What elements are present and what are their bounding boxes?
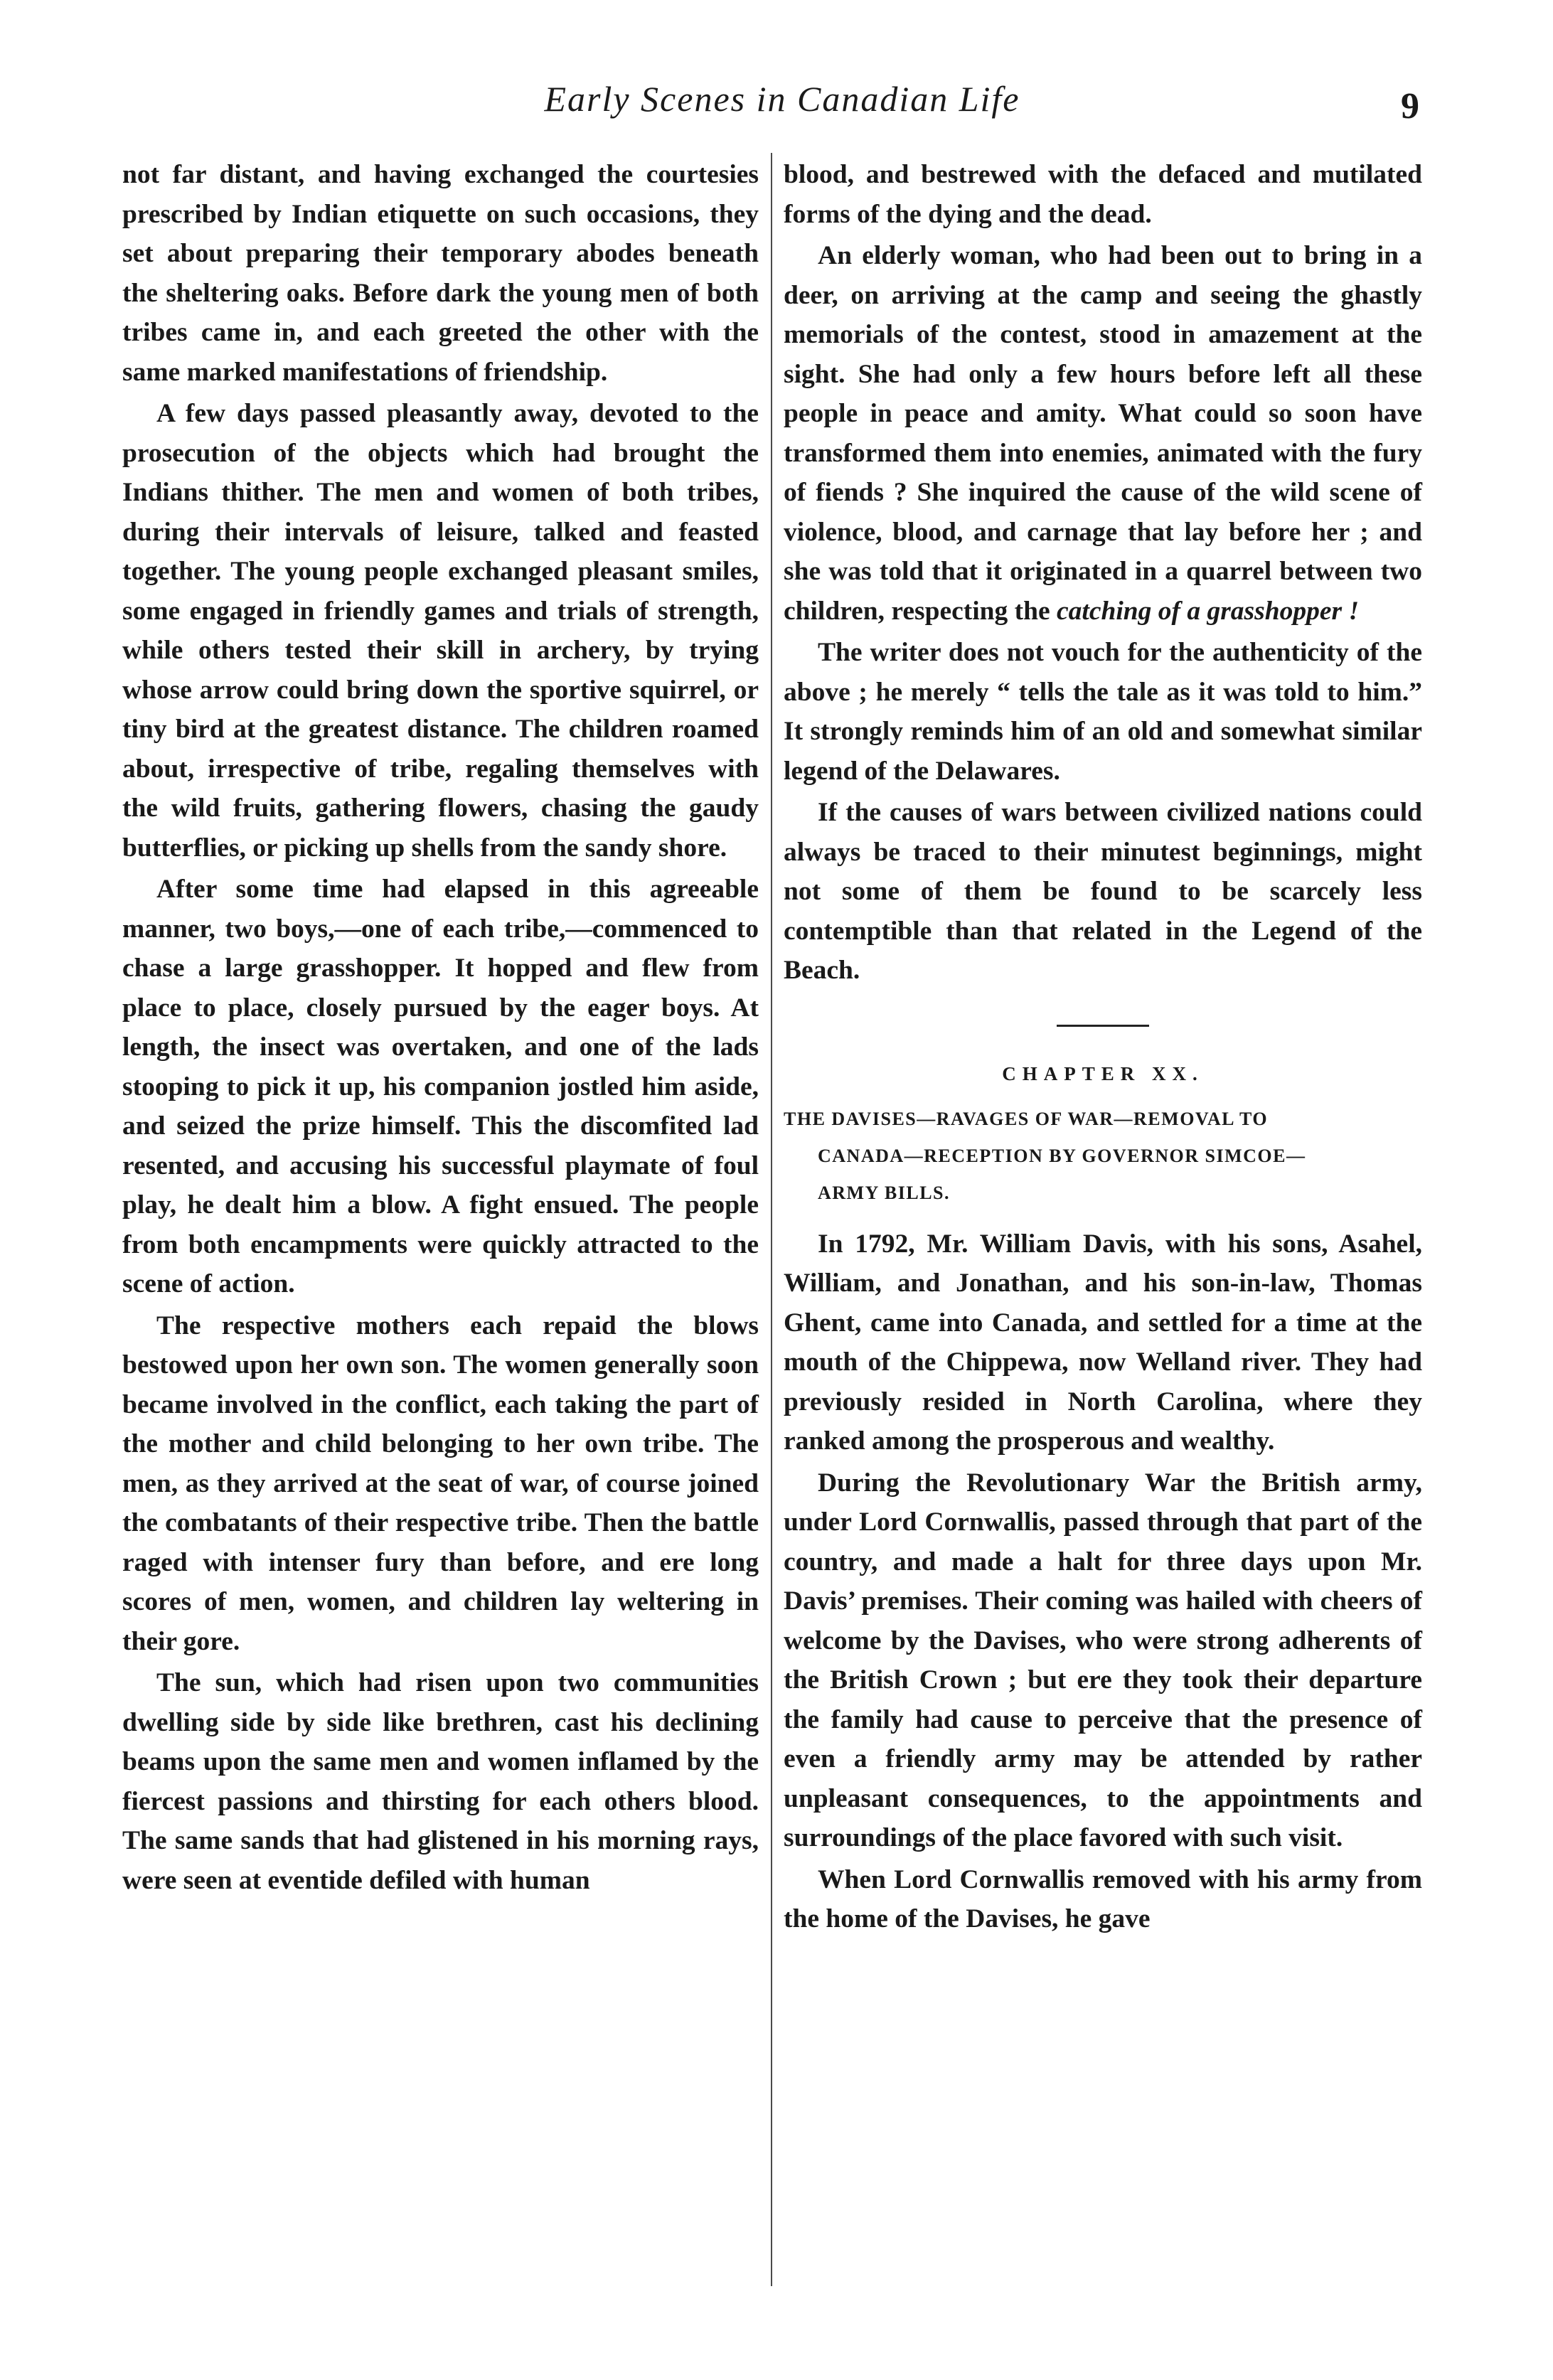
chapter-heading: CHAPTER XX. [1002, 1062, 1204, 1084]
paragraph: blood, and bestrewed with the defaced and mutilated forms of the dying and the dead. [784, 160, 1422, 229]
paragraph: If the causes of wars between civilized nations could always be traced to their minutest beginnings, might not some of them be found to be scarcely less contemptible than that related in the Legend of the Beach. [784, 798, 1422, 985]
chapter-summary-line: CANADA—RECEPTION BY GOVERNOR SIMCOE— [818, 1145, 1306, 1166]
paragraph: After some time had elapsed in this agreeable manner, two boys,—one of each tribe,—commenced to chase a large grasshopper. It hopped and flew from place to place, closely pursued by the eager boys. At length, the insect was overtaken, and one of the lads stooping to pick it up, his companion jostled him aside, and seized the prize himself. This the discomfited lad resented, and accusing his successful playmate of foul play, he dealt him a blow. A fight ensued. The people from both encampments were quickly attracted to the scene of action. [122, 875, 759, 1298]
paragraph: When Lord Cornwallis removed with his army from the home of the Davises, he gave [784, 1864, 1422, 1933]
running-title: Early Scenes in Canadian Life [544, 79, 1020, 119]
column-divider [771, 153, 772, 2286]
paragraph-text: An elderly woman, who had been out to bring in a deer, on arriving at the camp and seeing the ghastly memorials of the contest, stood in amazement at the sight. She had only a few hours before left all these people in peace and amity. What could so soon have transformed them into enemies, animated with the fury of fiends ? She inquired the cause of the wild scene of violence, blood, and carnage that lay before her ; and she was told that it originated in a quarrel between two children, respecting the [784, 241, 1422, 626]
paragraph: During the Revolutionary War the British army, under Lord Cornwallis, passed through that part of the country, and made a halt for three days upon Mr. Davis’ premises. Their coming was hailed with cheers of welcome by the Davises, who were strong adherents of the British Crown ; but ere they took their departure the family had cause to perceive that the presence of even a friendly army may be attended by rather unpleasant consequences, to the appointments and surroundings of the place favored with such visit. [784, 1468, 1422, 1852]
italic-phrase: catching of a grasshopper ! [1057, 596, 1360, 626]
paragraph: The writer does not vouch for the authenticity of the above ; he merely “ tells the tale as it was told to him.” It strongly reminds him of an old and somewhat similar legend of the Delawares. [784, 638, 1422, 786]
page-number: 9 [1401, 86, 1419, 127]
right-column [784, 155, 1422, 1941]
paragraph: The sun, which had risen upon two communities dwelling side by side like brethren, cast his declining beams upon the same men and women inflamed by the fiercest passions and thirsting for each others blood. The same sands that had glistened in his morning rays, were seen at eventide defiled with human [122, 1668, 759, 1895]
chapter-summary [784, 1101, 1422, 1212]
chapter-summary-line: ARMY BILLS. [818, 1182, 951, 1203]
paragraph: The respective mothers each repaid the blows bestowed upon her own son. The women generally soon became involved in the conflict, each taking the part of the mother and child belonging to her own tribe. The men, as they arrived at the seat of war, of course joined the combatants of their respective tribe. Then the battle raged with intenser fury than before, and ere long scores of men, women, and children lay weltering in their gore. [122, 1311, 759, 1656]
paragraph: A few days passed pleasantly away, devoted to the prosecution of the objects which had brought the Indians thither. The men and women of both tribes, during their intervals of leisure, talked and feasted together. The young people exchanged pleasant smiles, some engaged in friendly games and trials of strength, while others tested their skill in archery, by trying whose arrow could bring down the sportive squirrel, or tiny bird at the greatest distance. The children roamed about, irrespective of tribe, regaling themselves with the wild fruits, gathering flowers, chasing the gaudy butterflies, or picking up shells from the sandy shore. [122, 399, 759, 863]
paragraph [784, 236, 1422, 631]
paragraph: not far distant, and having exchanged the courtesies prescribed by Indian etiquette on such occasions, they set about preparing their temporary abodes beneath the sheltering oaks. Before dark the young men of both tribes came in, and each greeted the other with the same marked manifestations of friendship. [122, 160, 759, 387]
chapter-separator-rule [1057, 1025, 1149, 1027]
chapter-summary-line: THE DAVISES—RAVAGES OF WAR—REMOVAL TO [784, 1108, 1269, 1129]
left-column [122, 155, 759, 1902]
paragraph: In 1792, Mr. William Davis, with his sons, Asahel, William, and Jonathan, and his son-in-law, Thomas Ghent, came into Canada, and settled for a time at the mouth of the Chippewa, now Welland river. They had previously resided in North Carolina, where they ranked among the prosperous and wealthy. [784, 1229, 1422, 1456]
